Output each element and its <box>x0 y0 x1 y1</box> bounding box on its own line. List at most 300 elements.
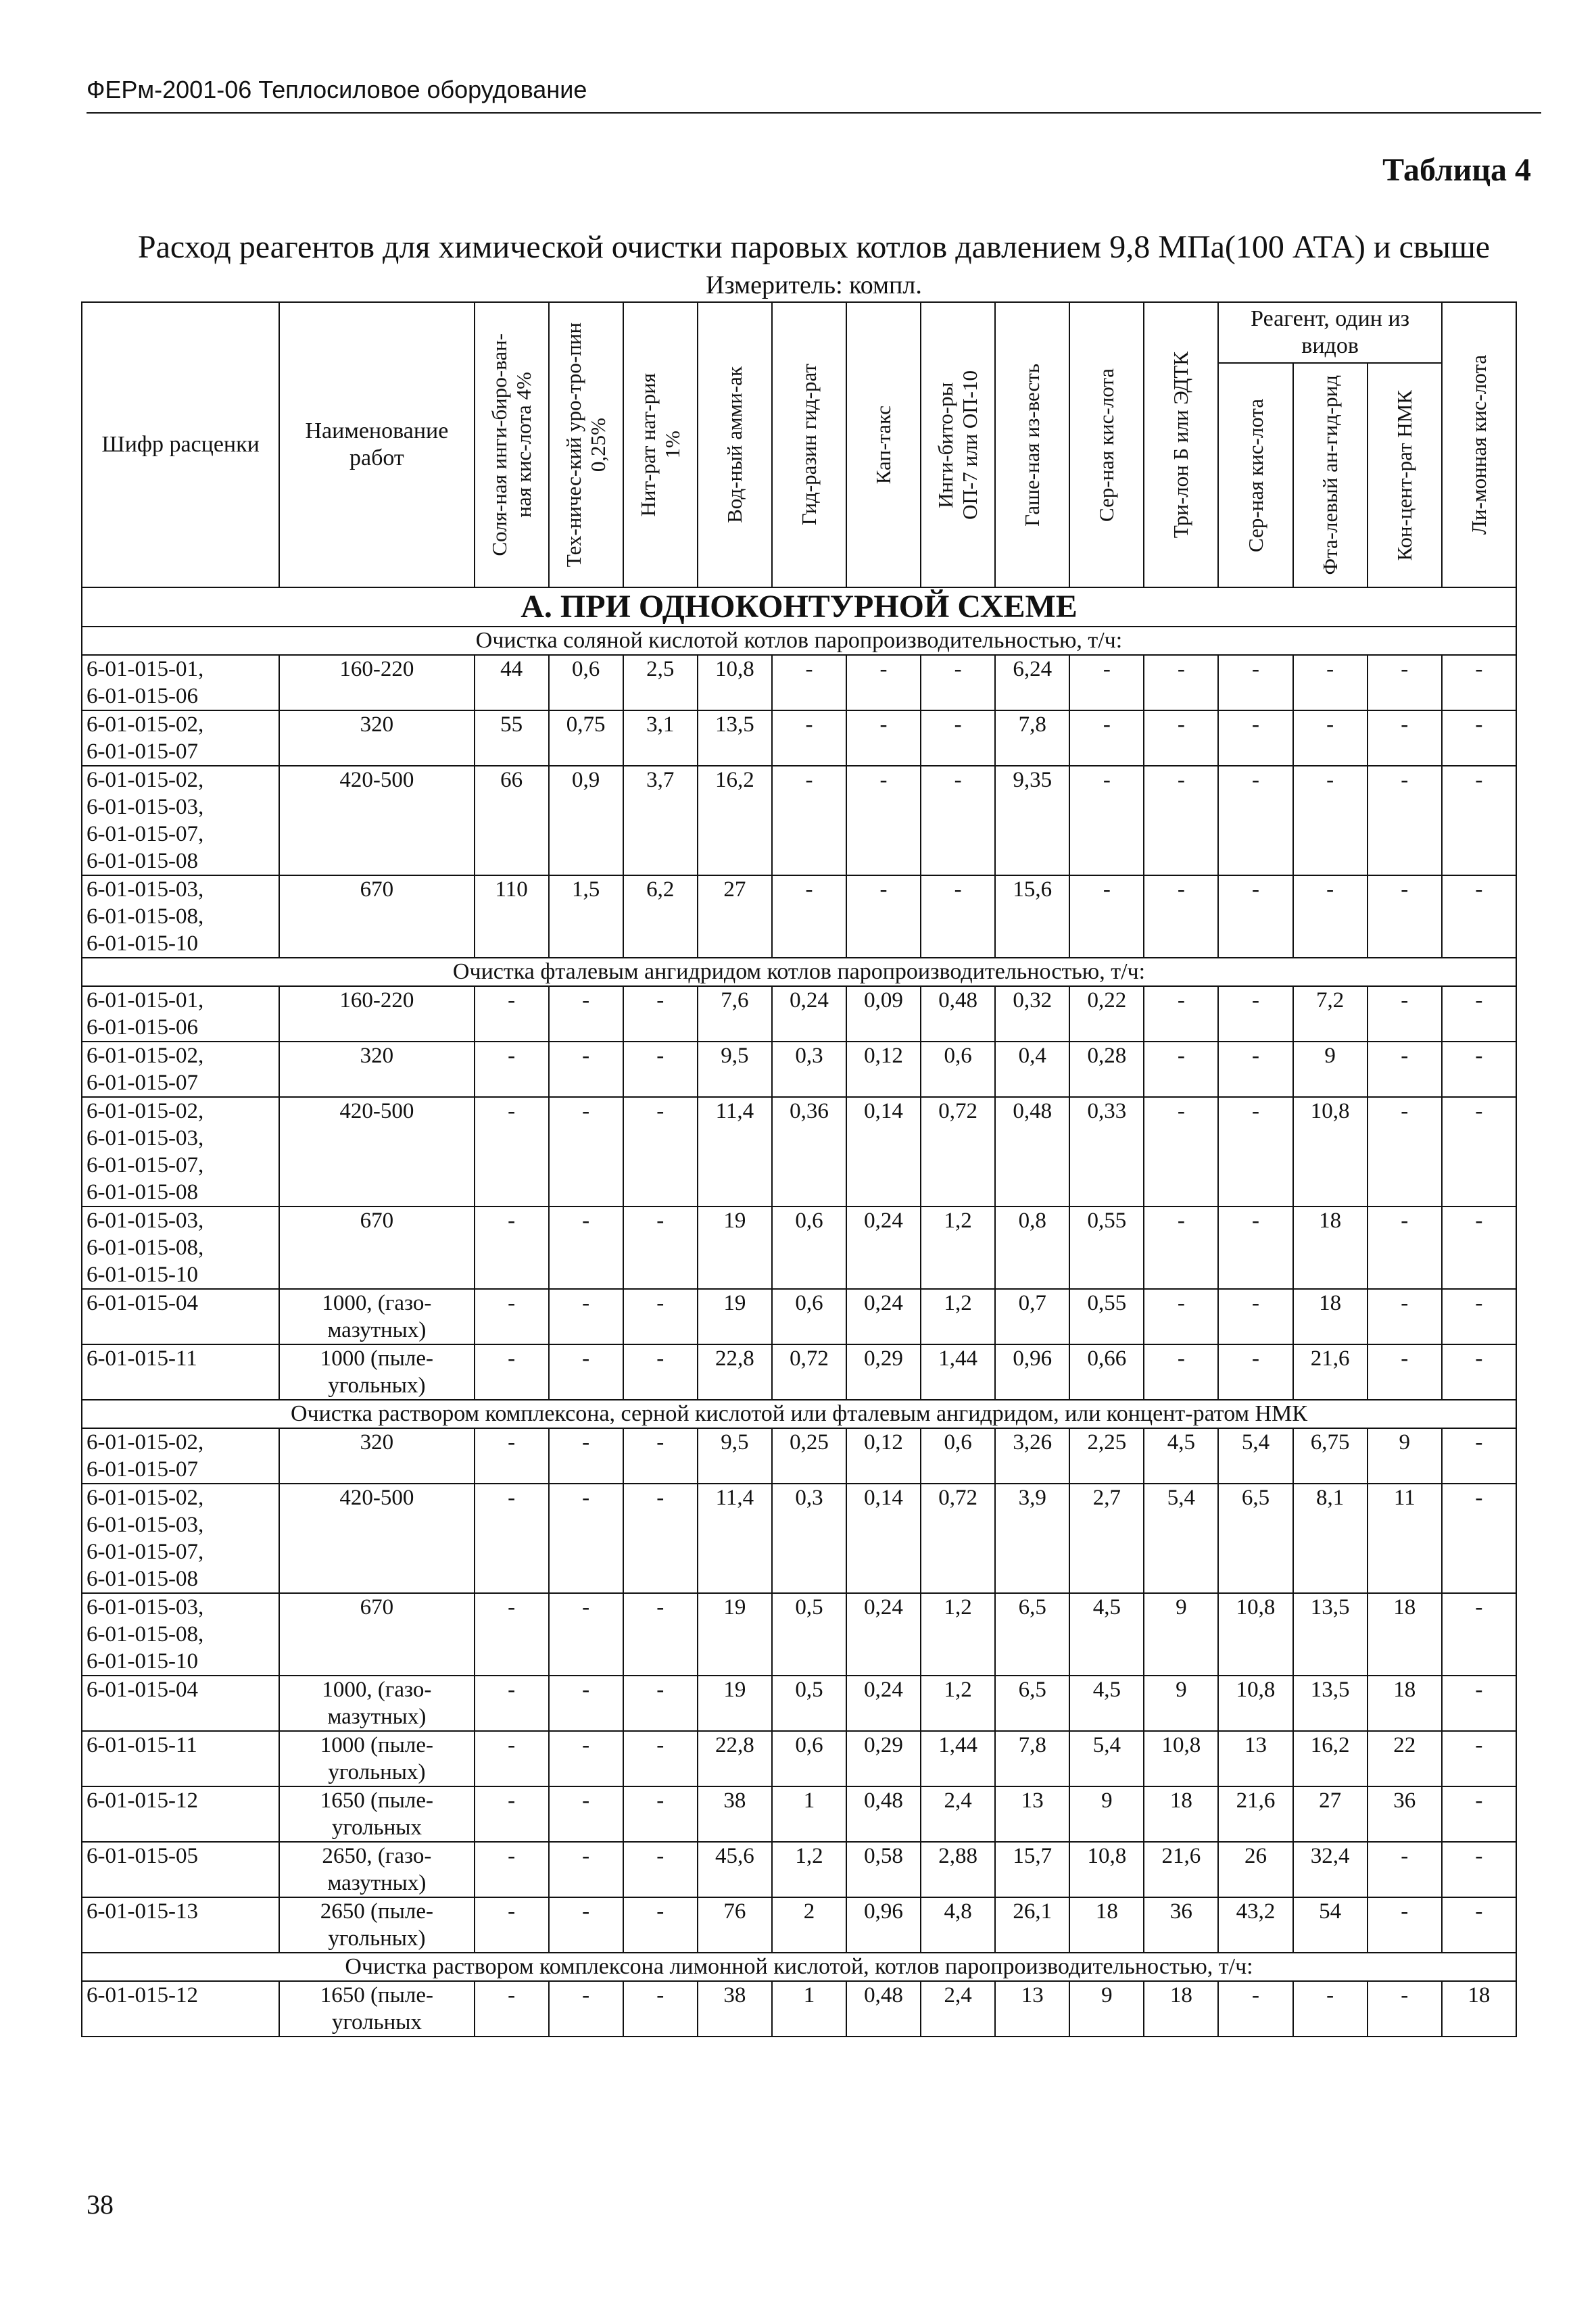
value-cell: 11,4 <box>698 1097 772 1207</box>
col-head-c7 <box>921 302 995 587</box>
value-cell: - <box>549 1981 623 2037</box>
rate-code: 6-01-015-07 <box>87 739 198 764</box>
rate-code: 6-01-015-08, <box>87 904 204 929</box>
value-cell: - <box>1368 1042 1442 1097</box>
value-cell: - <box>1368 1289 1442 1344</box>
value-cell: 0,72 <box>921 1484 995 1593</box>
rate-code: 6-01-015-07, <box>87 1540 204 1564</box>
value-cell: - <box>475 1097 549 1207</box>
rate-code: 6-01-015-05 <box>87 1844 198 1868</box>
value-cell: 110 <box>475 875 549 958</box>
value-cell: - <box>1218 1344 1292 1400</box>
group-heading: Очистка соляной кислотой котлов паропроизводительностью, т/ч: <box>82 627 1516 655</box>
value-cell: - <box>1442 655 1516 710</box>
value-cell: 0,6 <box>549 655 623 710</box>
value-cell: 16,2 <box>1293 1731 1368 1786</box>
value-cell: 0,29 <box>846 1731 921 1786</box>
rate-code: 6-01-015-06 <box>87 1015 198 1040</box>
value-cell: - <box>1442 986 1516 1042</box>
table-row <box>82 1897 1516 1953</box>
work-name: 320 <box>360 1044 394 1068</box>
value-cell: - <box>475 1428 549 1484</box>
rate-code-cell <box>82 1344 279 1400</box>
value-cell: - <box>1218 986 1292 1042</box>
col-head-c13-text: Кон-цент-рат НМК <box>1392 389 1416 561</box>
value-cell: 0,36 <box>772 1097 846 1207</box>
value-cell: 3,7 <box>623 766 698 875</box>
value-cell: 0,6 <box>772 1731 846 1786</box>
value-cell: - <box>1218 875 1292 958</box>
value-cell: 0,3 <box>772 1484 846 1593</box>
work-name: угольных) <box>328 1926 426 1951</box>
value-cell: 4,5 <box>1069 1676 1144 1731</box>
work-name-cell <box>279 1484 474 1593</box>
value-cell: - <box>549 986 623 1042</box>
value-cell: - <box>549 1042 623 1097</box>
value-cell: 1,2 <box>921 1593 995 1676</box>
value-cell: - <box>623 1428 698 1484</box>
value-cell: - <box>1442 1786 1516 1842</box>
value-cell: 2,88 <box>921 1842 995 1897</box>
work-name: мазутных) <box>327 1871 427 1895</box>
value-cell: - <box>623 1097 698 1207</box>
value-cell: 18 <box>1293 1207 1368 1289</box>
rate-code: 6-01-015-13 <box>87 1899 198 1924</box>
value-cell: 55 <box>475 710 549 766</box>
value-cell: - <box>846 655 921 710</box>
rate-code: 6-01-015-10 <box>87 1649 198 1674</box>
col-head-c6 <box>846 302 921 587</box>
value-cell: - <box>623 1207 698 1289</box>
value-cell: - <box>1293 766 1368 875</box>
rate-code: 6-01-015-01, <box>87 657 204 681</box>
col-head-c13 <box>1368 363 1442 587</box>
value-cell: 18 <box>1368 1593 1442 1676</box>
col-head-c10 <box>1144 302 1218 587</box>
value-cell: - <box>623 986 698 1042</box>
value-cell: 19 <box>698 1289 772 1344</box>
value-cell: 66 <box>475 766 549 875</box>
value-cell: - <box>1442 1097 1516 1207</box>
value-cell: 76 <box>698 1897 772 1953</box>
group-heading: Очистка фталевым ангидридом котлов паропроизводительностью, т/ч: <box>82 958 1516 986</box>
value-cell: 0,24 <box>772 986 846 1042</box>
value-cell: - <box>475 1344 549 1400</box>
value-cell: - <box>1144 875 1218 958</box>
rate-code-cell <box>82 1981 279 2037</box>
value-cell: - <box>1442 1897 1516 1953</box>
value-cell: - <box>475 1207 549 1289</box>
work-name: 1000, (газо- <box>322 1678 432 1702</box>
rate-code: 6-01-015-08 <box>87 1180 198 1204</box>
group-heading-row <box>82 958 1516 986</box>
work-name: мазутных) <box>327 1705 427 1729</box>
value-cell: 21,6 <box>1293 1344 1368 1400</box>
value-cell: - <box>1442 1344 1516 1400</box>
value-cell: 3,26 <box>995 1428 1069 1484</box>
rate-code-cell <box>82 655 279 710</box>
col-head-code: Шифр расценки <box>82 302 279 587</box>
group-heading: Очистка раствором комплексона лимонной кислотой, котлов паропроизводительностью, т/ч: <box>82 1953 1516 1981</box>
work-name-cell <box>279 1786 474 1842</box>
group-heading: Очистка раствором комплексона, серной кислотой или фталевым ангидридом, или концент-ратом НМК <box>82 1400 1516 1428</box>
value-cell: - <box>1144 986 1218 1042</box>
rate-code: 6-01-015-02, <box>87 1430 204 1455</box>
col-head-c5 <box>772 302 846 587</box>
value-cell: 0,6 <box>772 1207 846 1289</box>
value-cell: 0,48 <box>995 1097 1069 1207</box>
value-cell: 0,14 <box>846 1097 921 1207</box>
rate-code: 6-01-015-07 <box>87 1457 198 1482</box>
value-cell: 21,6 <box>1144 1842 1218 1897</box>
value-cell: 9 <box>1144 1676 1218 1731</box>
work-name: мазутных) <box>327 1318 427 1342</box>
value-cell: - <box>1218 1981 1292 2037</box>
value-cell: - <box>549 1289 623 1344</box>
value-cell: 0,28 <box>1069 1042 1144 1097</box>
rate-code: 6-01-015-03, <box>87 877 204 902</box>
value-cell: - <box>475 1842 549 1897</box>
value-cell: 19 <box>698 1207 772 1289</box>
rate-code-cell <box>82 1289 279 1344</box>
value-cell: 9,5 <box>698 1428 772 1484</box>
value-cell: 13 <box>995 1786 1069 1842</box>
work-name-cell <box>279 1593 474 1676</box>
value-cell: - <box>549 1097 623 1207</box>
section-row <box>82 587 1516 627</box>
value-cell: - <box>549 1786 623 1842</box>
value-cell: - <box>1218 766 1292 875</box>
work-name: 420-500 <box>339 1099 414 1123</box>
value-cell: 4,8 <box>921 1897 995 1953</box>
work-name-cell <box>279 1289 474 1344</box>
rate-code-cell <box>82 766 279 875</box>
value-cell: 0,6 <box>921 1428 995 1484</box>
rate-code: 6-01-015-08, <box>87 1236 204 1260</box>
col-head-c12 <box>1293 363 1368 587</box>
work-name-cell <box>279 1428 474 1484</box>
work-name-cell <box>279 1042 474 1097</box>
value-cell: - <box>1442 1207 1516 1289</box>
value-cell: - <box>1144 1207 1218 1289</box>
rate-code: 6-01-015-07, <box>87 1153 204 1177</box>
value-cell: 10,8 <box>1144 1731 1218 1786</box>
rate-code-cell <box>82 1593 279 1676</box>
value-cell: 19 <box>698 1676 772 1731</box>
value-cell: - <box>475 1676 549 1731</box>
value-cell: 0,48 <box>921 986 995 1042</box>
work-name: 320 <box>360 712 394 737</box>
value-cell: 0,8 <box>995 1207 1069 1289</box>
value-cell: 36 <box>1144 1897 1218 1953</box>
value-cell: 0,25 <box>772 1428 846 1484</box>
table-row <box>82 710 1516 766</box>
value-cell: - <box>549 1731 623 1786</box>
value-cell: 0,72 <box>921 1097 995 1207</box>
value-cell: 1,44 <box>921 1731 995 1786</box>
value-cell: - <box>1144 1344 1218 1400</box>
value-cell: 1,5 <box>549 875 623 958</box>
rate-code-cell <box>82 1042 279 1097</box>
rate-code-cell <box>82 710 279 766</box>
value-cell: 6,5 <box>995 1676 1069 1731</box>
rate-code: 6-01-015-03, <box>87 1513 204 1537</box>
value-cell: 1 <box>772 1786 846 1842</box>
value-cell: 13,5 <box>1293 1593 1368 1676</box>
value-cell: 5,4 <box>1218 1428 1292 1484</box>
value-cell: - <box>1218 1207 1292 1289</box>
value-cell: 38 <box>698 1786 772 1842</box>
value-cell: 0,14 <box>846 1484 921 1593</box>
value-cell: - <box>475 1731 549 1786</box>
value-cell: - <box>1368 986 1442 1042</box>
running-header: ФЕРм-2001-06 Теплосиловое оборудование <box>87 76 587 103</box>
value-cell: 1,2 <box>921 1676 995 1731</box>
table-row <box>82 1786 1516 1842</box>
value-cell: 32,4 <box>1293 1842 1368 1897</box>
value-cell: 13 <box>995 1981 1069 2037</box>
rate-code: 6-01-015-04 <box>87 1678 198 1702</box>
value-cell: 0,24 <box>846 1207 921 1289</box>
table-row <box>82 766 1516 875</box>
value-cell: 3,9 <box>995 1484 1069 1593</box>
rate-code: 6-01-015-12 <box>87 1983 198 2007</box>
value-cell: - <box>1218 1042 1292 1097</box>
measure-unit: Измеритель: компл. <box>706 271 922 299</box>
work-name: угольных <box>331 1816 422 1840</box>
value-cell: - <box>475 1897 549 1953</box>
value-cell: 0,66 <box>1069 1344 1144 1400</box>
col-head-c5-text: Гид-разин гид-рат <box>796 364 821 526</box>
value-cell: - <box>1368 1897 1442 1953</box>
value-cell: - <box>623 1981 698 2037</box>
table-row <box>82 655 1516 710</box>
value-cell: - <box>623 1484 698 1593</box>
value-cell: 4,5 <box>1069 1593 1144 1676</box>
work-name: 1000, (газо- <box>322 1291 432 1315</box>
value-cell: - <box>475 1593 549 1676</box>
rate-code: 6-01-015-02, <box>87 712 204 737</box>
value-cell: - <box>475 1289 549 1344</box>
rate-code-cell <box>82 875 279 958</box>
value-cell: 8,1 <box>1293 1484 1368 1593</box>
work-name-cell <box>279 1731 474 1786</box>
value-cell: 13 <box>1218 1731 1292 1786</box>
value-cell: 26,1 <box>995 1897 1069 1953</box>
value-cell: 54 <box>1293 1897 1368 1953</box>
value-cell: 38 <box>698 1981 772 2037</box>
value-cell: 0,58 <box>846 1842 921 1897</box>
value-cell: - <box>1368 1207 1442 1289</box>
value-cell: 21,6 <box>1218 1786 1292 1842</box>
rate-code-cell <box>82 1676 279 1731</box>
value-cell: 0,24 <box>846 1289 921 1344</box>
value-cell: - <box>549 1593 623 1676</box>
value-cell: 27 <box>698 875 772 958</box>
value-cell: 15,7 <box>995 1842 1069 1897</box>
value-cell: - <box>623 1897 698 1953</box>
work-name-cell <box>279 1097 474 1207</box>
value-cell: 18 <box>1069 1897 1144 1953</box>
value-cell: 6,75 <box>1293 1428 1368 1484</box>
work-name-cell <box>279 1981 474 2037</box>
table-row <box>82 1344 1516 1400</box>
value-cell: - <box>1442 710 1516 766</box>
value-cell: - <box>921 710 995 766</box>
work-name-cell <box>279 655 474 710</box>
header-row <box>82 302 1516 363</box>
value-cell: 0,5 <box>772 1593 846 1676</box>
work-name-cell <box>279 1676 474 1731</box>
rate-code: 6-01-015-03, <box>87 1209 204 1233</box>
work-name: 320 <box>360 1430 394 1455</box>
value-cell: 7,2 <box>1293 986 1368 1042</box>
value-cell: - <box>1442 1676 1516 1731</box>
value-cell: 2,4 <box>921 1786 995 1842</box>
rate-code-cell <box>82 1731 279 1786</box>
work-name: 160-220 <box>339 657 414 681</box>
value-cell: 11,4 <box>698 1484 772 1593</box>
col-head-c4 <box>698 302 772 587</box>
value-cell: - <box>1293 875 1368 958</box>
value-cell: 18 <box>1144 1981 1218 2037</box>
value-cell: - <box>475 1042 549 1097</box>
work-name: 1000 (пыле- <box>320 1346 433 1371</box>
value-cell: 6,5 <box>995 1593 1069 1676</box>
value-cell: - <box>1368 1981 1442 2037</box>
rate-code: 6-01-015-08 <box>87 849 198 873</box>
value-cell: - <box>1368 710 1442 766</box>
work-name-cell <box>279 1344 474 1400</box>
value-cell: 0,09 <box>846 986 921 1042</box>
table-body <box>82 587 1516 2037</box>
col-head-c11 <box>1218 363 1292 587</box>
work-name: 1650 (пыле- <box>320 1983 433 2007</box>
col-head-reagent-group: Реагент, один из видов <box>1218 302 1441 363</box>
value-cell: 4,5 <box>1144 1428 1218 1484</box>
rate-code: 6-01-015-03, <box>87 1126 204 1150</box>
work-name-cell <box>279 1207 474 1289</box>
rate-code-cell <box>82 1097 279 1207</box>
value-cell: 9 <box>1069 1981 1144 2037</box>
rate-code: 6-01-015-10 <box>87 1263 198 1287</box>
value-cell: - <box>1368 1344 1442 1400</box>
work-name-cell <box>279 710 474 766</box>
value-cell: - <box>1293 1981 1368 2037</box>
value-cell: 13,5 <box>698 710 772 766</box>
rate-code: 6-01-015-11 <box>87 1733 197 1757</box>
value-cell: - <box>1069 710 1144 766</box>
value-cell: 1 <box>772 1981 846 2037</box>
value-cell: 3,1 <box>623 710 698 766</box>
value-cell: 22,8 <box>698 1344 772 1400</box>
value-cell: - <box>549 1344 623 1400</box>
work-name: угольных <box>331 2010 422 2034</box>
value-cell: - <box>921 875 995 958</box>
value-cell: 0,22 <box>1069 986 1144 1042</box>
value-cell: 10,8 <box>698 655 772 710</box>
rate-code-cell <box>82 1842 279 1897</box>
col-head-c8-text: Гаше-ная из-весть <box>1020 363 1044 527</box>
value-cell: - <box>623 1042 698 1097</box>
work-name-cell <box>279 1842 474 1897</box>
value-cell: 10,8 <box>1218 1593 1292 1676</box>
rate-code-cell <box>82 1897 279 1953</box>
value-cell: 9 <box>1293 1042 1368 1097</box>
value-cell: - <box>1144 655 1218 710</box>
value-cell: 0,24 <box>846 1676 921 1731</box>
value-cell: 7,8 <box>995 710 1069 766</box>
value-cell: - <box>623 1593 698 1676</box>
work-name-cell <box>279 986 474 1042</box>
value-cell: - <box>1144 710 1218 766</box>
col-head-c12-text: Фта-левый ан-гид-рид <box>1317 375 1342 575</box>
value-cell: 7,6 <box>698 986 772 1042</box>
rate-code: 6-01-015-06 <box>87 684 198 708</box>
value-cell: - <box>623 1676 698 1731</box>
value-cell: 0,6 <box>921 1042 995 1097</box>
value-cell: 9,5 <box>698 1042 772 1097</box>
value-cell: - <box>1144 1097 1218 1207</box>
value-cell: - <box>921 655 995 710</box>
rate-code: 6-01-015-10 <box>87 931 198 956</box>
value-cell: - <box>623 1786 698 1842</box>
value-cell: 1,2 <box>921 1207 995 1289</box>
col-head-c1-text: Соля-ная инги-биро-ван- ная кис-лота 4% <box>487 333 535 556</box>
work-name: 1000 (пыле- <box>320 1733 433 1757</box>
value-cell: 0,12 <box>846 1428 921 1484</box>
value-cell: - <box>1442 1484 1516 1593</box>
col-head-c4-text: Вод-ный амми-ак <box>722 366 746 523</box>
section-a-heading: А. ПРИ ОДНОКОНТУРНОЙ СХЕМЕ <box>82 587 1516 627</box>
value-cell: - <box>1144 1289 1218 1344</box>
value-cell: - <box>846 766 921 875</box>
value-cell: - <box>1442 1289 1516 1344</box>
value-cell: - <box>549 1676 623 1731</box>
col-head-c2-text: Тех-ничес-кий уро-тро-пин 0,25% <box>561 322 610 568</box>
col-head-c3-text: Нит-рат нат-рия 1% <box>635 372 684 517</box>
rate-code: 6-01-015-02, <box>87 768 204 792</box>
value-cell: - <box>623 1344 698 1400</box>
reagent-table <box>81 301 1517 2037</box>
table-row <box>82 1731 1516 1786</box>
rate-code: 6-01-015-07, <box>87 822 204 846</box>
value-cell: 0,96 <box>995 1344 1069 1400</box>
work-name: 670 <box>360 1209 394 1233</box>
work-name: 2650, (газо- <box>322 1844 432 1868</box>
rate-code: 6-01-015-07 <box>87 1071 198 1095</box>
rate-code: 6-01-015-02, <box>87 1044 204 1068</box>
table-row <box>82 1981 1516 2037</box>
table-row <box>82 1484 1516 1593</box>
group-heading-row <box>82 1400 1516 1428</box>
value-cell: - <box>1368 766 1442 875</box>
work-name-cell <box>279 1897 474 1953</box>
value-cell: 22 <box>1368 1731 1442 1786</box>
col-head-c6-text: Кап-такс <box>871 405 896 485</box>
value-cell: 2,7 <box>1069 1484 1144 1593</box>
rate-code: 6-01-015-04 <box>87 1291 198 1315</box>
value-cell: - <box>1442 1842 1516 1897</box>
value-cell: 9,35 <box>995 766 1069 875</box>
value-cell: 5,4 <box>1144 1484 1218 1593</box>
value-cell: 27 <box>1293 1786 1368 1842</box>
value-cell: - <box>846 710 921 766</box>
work-name: 160-220 <box>339 988 414 1013</box>
value-cell: 5,4 <box>1069 1731 1144 1786</box>
table-number: Таблица 4 <box>1382 152 1531 188</box>
value-cell: 0,4 <box>995 1042 1069 1097</box>
